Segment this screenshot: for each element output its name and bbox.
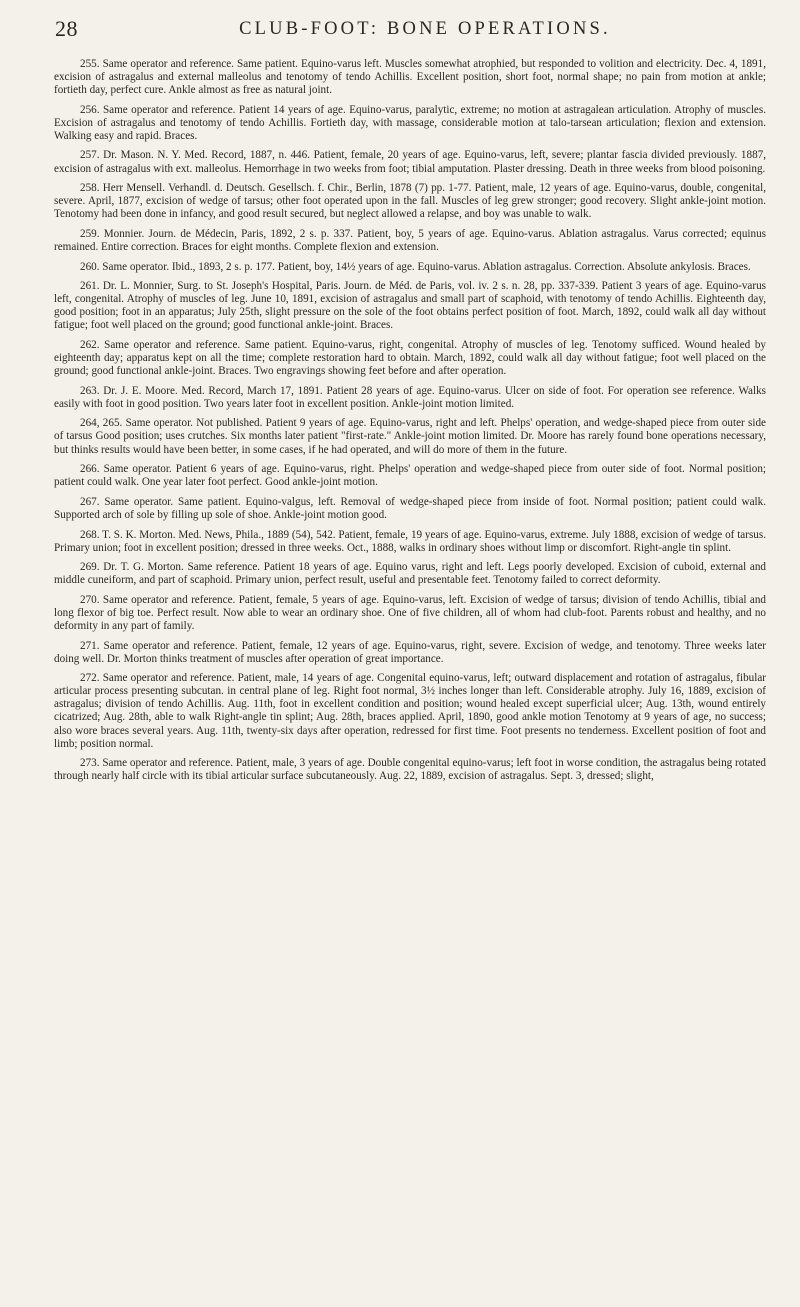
case-entry [54, 496, 766, 522]
case-entry [54, 561, 766, 587]
case-text: Dr. L. Monnier, Surg. to St. Joseph's Hospital, Paris. Journ. de Méd. de Paris, vol. iv. 2 s. n. 28, pp. 337-339. Patient 3 years of age. Equino-varus left, congenital. Atrophy of muscles of leg. June 10, 1891, excision of astragalus and small part of scaphoid, with tenotomy of tendo Achillis. Eighteenth day, good position; foot in an apparatus; July 25th, slight pressure on the sole of the foot obtains perfect position of foot. March, 1892, could walk all day without fatigue; foot well placed on the ground; good functional ankle-joint. Braces. [54, 280, 766, 332]
case-number: 261. [80, 280, 100, 293]
case-text: Same operator and reference. Patient, male, 3 years of age. Double congenital equino-varus; left foot in worse condition, the astragalus being rotated through nearly half circle with its tibial articular surface subcutaneously. Aug. 22, 1889, excision of astragalus. Sept. 3, dressed; slight, [54, 757, 766, 783]
case-text: Herr Mensell. Verhandl. d. Deutsch. Gesellsch. f. Chir., Berlin, 1878 (7) pp. 1-77. Patient, male, 12 years of age. Equino-varus, double, congenital, severe. April, 1877, excision of wedge of tarsus; other foot operated upon in the fall. Muscles of leg grew stronger; good recovery. Slight ankle-joint motion. Tenotomy had been done in infancy, and good result secured, but neglect allowed a relapse, and boy was unable to walk. [54, 182, 766, 221]
case-number: 262. [80, 339, 100, 351]
case-number: 255. [80, 58, 100, 70]
case-number: 270. [80, 593, 100, 606]
case-text: Same operator and reference. Patient, female, 12 years of age. Equino-varus, right, severe. Excision of wedge, and tenotomy. Three weeks later doing well. Dr. Morton thinks treatment of muscles after operation of great importance. [54, 639, 766, 665]
case-text: Same operator. Not published. Patient 9 years of age. Equino-varus, right and left. Phelps' operation, and wedge-shaped piece from outer side of tarsus Good position; uses crutches. Six months later patient "first-rate." Ankle-joint motion limited. Dr. Moore has rarely found bone operations necessary, but thinks results would have been better, in some cases, if he had operated, and will do more of them in the future. [54, 417, 766, 456]
case-number: 258. [80, 182, 100, 195]
case-entry [54, 672, 766, 750]
running-title: CLUB-FOOT: BONE OPERATIONS. [239, 19, 611, 39]
case-text: Same operator. Same patient. Equino-valgus, left. Removal of wedge-shaped piece from inside of foot. Normal position; patient could walk. Supported arch of sole by filling up sole of shoe. Ankle-joint motion good. [54, 495, 766, 521]
case-number: 266. [80, 463, 100, 476]
case-text: Same operator and reference. Same patient. Equino-varus, right, congenital. Atrophy of muscles of leg. Tenotomy sufficed. Wound healed by eighteenth day; apparatus kept on all the time; complete restoration hard to obtain. March, 1892, could walk all day without fatigue; foot well placed on the ground; good functional ankle-joint. Braces. Two engravings showing feet before and after operation. [54, 339, 766, 378]
page-header [54, 14, 766, 54]
case-entry [54, 339, 766, 378]
case-number: 269. [80, 561, 100, 574]
case-number: 272. [80, 672, 100, 685]
case-text: Monnier. Journ. de Médecin, Paris, 1892, 2 s. p. 337. Patient, boy, 5 years of age. Equino-varus. Ablation astragalus. Varus corrected; equinus remained. Entire correction. Braces for eight months. Complete flexion and extension. [54, 227, 766, 253]
case-entry [54, 149, 766, 175]
case-text: Same operator and reference. Patient 14 years of age. Equino-varus, paralytic, extreme; no motion at astragalean articulation. Atrophy of muscles. Excision of astragalus and tenotomy of tendo Achillis. Fortieth day, with massage, considerable motion at talo-tarsean articulation; flexion and extension. Walking easy and rapid. Braces. [54, 103, 766, 142]
case-entry [54, 280, 766, 332]
case-number: 257. [80, 149, 100, 162]
case-entry [54, 228, 766, 254]
case-number: 267. [80, 495, 100, 508]
case-text: Dr. T. G. Morton. Same reference. Patient 18 years of age. Equino varus, right and left. Legs poorly developed. Excision of cuboid, external and middle cuneiform, and part of scaphoid. Primary union, perfect result, useful and presentable feet. Tenotomy failed to correct deformity. [54, 561, 766, 587]
case-text: Same operator. Patient 6 years of age. Equino-varus, right. Phelps' operation and wedge-shaped piece from outer side of foot. Normal position; patient could walk. One year later foot perfect. Good ankle-joint motion. [54, 463, 767, 489]
case-entry [54, 104, 766, 143]
case-entry [54, 417, 766, 456]
case-text: Same operator and reference. Patient, male, 14 years of age. Congenital equino-varus, left; outward displacement and rotation of astragalus, fibular articular process presenting subcutan. in central plane of leg. Right foot normal, 3½ inches longer than left. Considerable atrophy. July 16, 1889, excision of astragalus; division of tendo Achillis. Aug. 11th, foot in excellent condition and position; wound healed except superficial ulcer; Aug. 13th, wound entirely cicatrized; Aug. 28th, able to walk Right-angle tin splint; Aug. 28th, braces applied. April, 1890, good ankle motion Tenotomy at 9 years of age, no success; also wore braces several years. Aug. 11th, twenty-six days after operation, redressed for first time. Foot presents no tenderness. Excellent position of foot and limb; position normal. [54, 672, 766, 750]
case-number: 273. [80, 757, 100, 770]
case-entry [54, 594, 766, 633]
case-entry [54, 182, 766, 221]
case-entry [54, 58, 766, 97]
case-entry [54, 529, 766, 555]
case-entry [54, 640, 766, 666]
page-number: 28 [55, 16, 78, 41]
case-number: 271. [80, 639, 100, 652]
case-number: 264, 265. [80, 417, 123, 430]
case-entry [54, 463, 766, 489]
case-number: 268. [80, 528, 100, 541]
case-text: Same operator and reference. Same patient. Equino-varus left. Muscles somewhat atrophied, but responded to volition and electricity. Dec. 4, 1891, excision of astragalus and external malleolus and tenotomy of tendo Achillis. Excellent position, short foot, normal shape; no pain from motion at ankle; fortieth day, perfect cure. Ankle almost as free as natural joint. [54, 58, 766, 97]
case-entry [54, 385, 766, 411]
case-number: 259. [80, 227, 100, 240]
case-text: Dr. Mason. N. Y. Med. Record, 1887, n. 446. Patient, female, 20 years of age. Equino-varus, left, severe; plantar fascia divided previously. 1887, excision of astragalus with ext. malleolus. Hemorrhage in two weeks from foot; tibial amputation. Plaster dressing. Death in three weeks from blood poisoning. [54, 149, 766, 175]
case-text: Dr. J. E. Moore. Med. Record, March 17, 1891. Patient 28 years of age. Equino-varus. Ulcer on side of foot. For operation see reference. Walks easily with foot in good position. Two years later foot in excellent position. Ankle-joint motion limited. [54, 384, 766, 410]
case-text: T. S. K. Morton. Med. News, Phila., 1889 (54), 542. Patient, female, 19 years of age. Equino-varus, extreme. July 1888, excision of wedge of tarsus. Primary union; foot in excellent position; dressed in three weeks. Oct., 1888, walks in ordinary shoes without limp or discomfort. Right-angle tin splint. [54, 528, 766, 554]
case-number: 260. [80, 260, 100, 273]
case-number: 256. [80, 103, 100, 116]
case-list [54, 58, 766, 783]
case-entry [54, 757, 766, 783]
case-text: Same operator and reference. Patient, female, 5 years of age. Equino-varus, left. Excision of wedge of tarsus; division of tendo Achillis, tibial and long flexor of big toe. Perfect result. Now able to wear an ordinary shoe. One of five children, all of whom had club-foot. Parents robust and healthy, and no deformity in any part of family. [54, 593, 766, 632]
case-entry [54, 261, 766, 274]
case-number: 263. [80, 384, 100, 397]
case-text: Same operator. Ibid., 1893, 2 s. p. 177. Patient, boy, 14½ years of age. Equino-varus. Ablation astragalus. Correction. Absolute ankylosis. Braces. [102, 260, 751, 273]
